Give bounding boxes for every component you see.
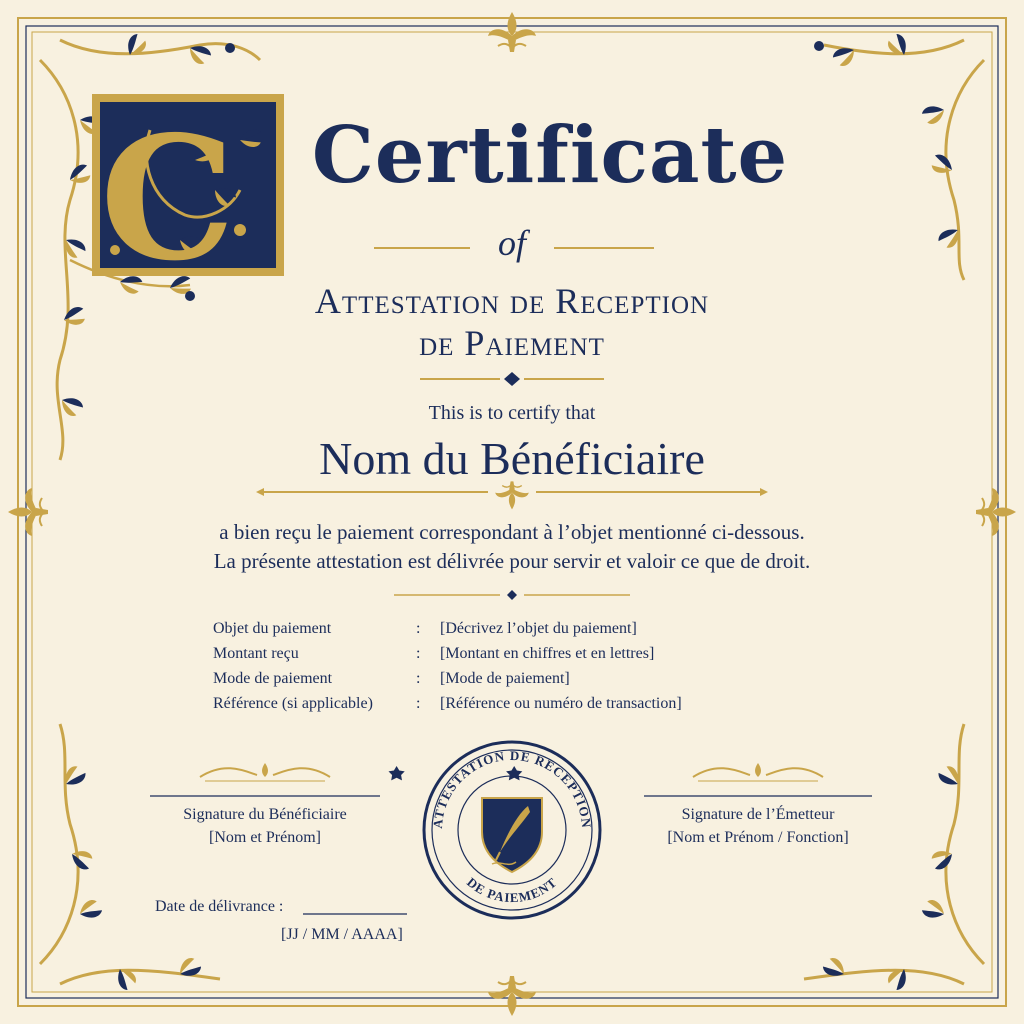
detail-value: [Montant en chiffres et en lettres] xyxy=(440,645,655,662)
detail-label: Objet du paiement xyxy=(213,620,332,637)
signature-flourish-right-icon xyxy=(693,763,823,781)
drop-cap-letter: C xyxy=(100,99,236,299)
detail-value: [Référence ou numéro de transaction] xyxy=(440,695,682,712)
issuer-name-placeholder: [Nom et Prénom / Fonction] xyxy=(667,829,849,846)
certify-intro: This is to certify that xyxy=(428,402,596,424)
beneficiary-signature-label: Signature du Bénéficiaire xyxy=(183,806,347,823)
seal-stamp xyxy=(389,742,601,918)
recipient-name: Nom du Bénéficiaire xyxy=(319,433,705,484)
bottom-fleur-icon xyxy=(488,976,536,1016)
detail-label: Mode de paiement xyxy=(213,670,333,687)
detail-label: Montant reçu xyxy=(213,645,299,662)
document-title-line1: Attestation de Reception xyxy=(314,281,710,321)
corner-vine-top-right-icon xyxy=(814,32,984,280)
certificate-connector: of xyxy=(497,223,526,263)
beneficiary-name-placeholder: [Nom et Prénom] xyxy=(209,829,321,846)
seal-bottom-text: DE PAIEMENT xyxy=(464,874,560,906)
detail-value: [Mode de paiement] xyxy=(440,670,570,687)
detail-separator: : xyxy=(416,620,421,637)
name-flourish-icon xyxy=(495,481,529,509)
seal-top-text: ATTESTATION DE RECEPTION xyxy=(429,747,595,830)
issue-date-label: Date de délivrance : xyxy=(155,898,284,915)
certificate-title: Certificate xyxy=(311,110,789,201)
detail-separator: : xyxy=(416,670,421,687)
issuer-signature-label: Signature de l’Émetteur xyxy=(681,806,835,823)
corner-vine-bottom-right-icon xyxy=(804,724,984,992)
diamond-icon xyxy=(504,372,520,386)
signature-flourish-left-icon xyxy=(200,763,330,781)
detail-value: [Décrivez l’objet du paiement] xyxy=(440,620,637,637)
body-line-2: La présente attestation est délivrée pour servir et valoir ce que de droit. xyxy=(213,549,811,573)
detail-label: Référence (si applicable) xyxy=(213,695,373,712)
body-line-1: a bien reçu le paiement correspondant à l’objet mentionné ci-dessous. xyxy=(219,520,805,544)
document-title-line2: de Paiement xyxy=(419,323,605,363)
issue-date-format: [JJ / MM / AAAA] xyxy=(281,926,403,943)
detail-separator: : xyxy=(416,695,421,712)
detail-separator: : xyxy=(416,645,421,662)
corner-vine-bottom-left-icon xyxy=(40,724,220,992)
